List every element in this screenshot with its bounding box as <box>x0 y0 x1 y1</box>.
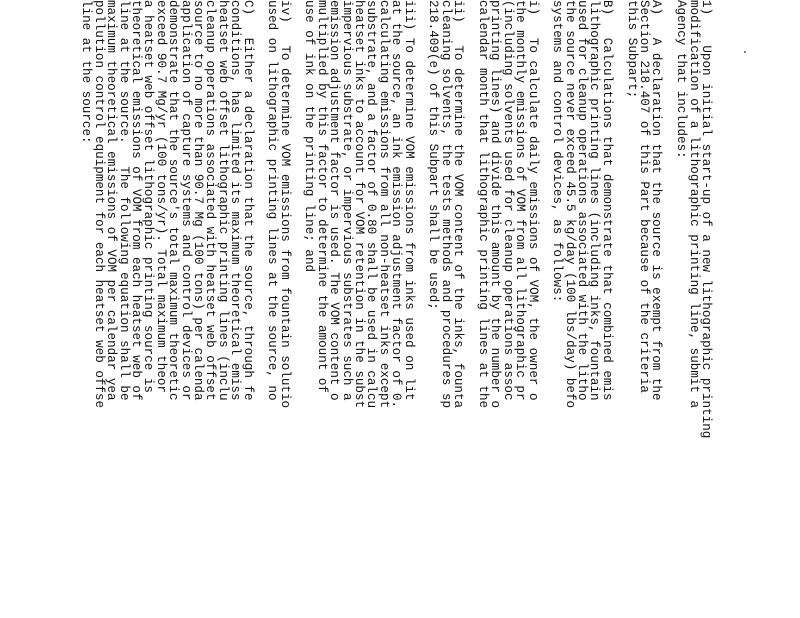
text-line: lithographic printing lines (including inks, fountain <box>587 0 602 401</box>
text-line: modification of a lithographic printing line, submit a <box>686 0 701 409</box>
text-line: use of ink on the printing line; and <box>302 0 317 273</box>
scan-speck <box>744 51 746 53</box>
text-line: Section 218.407 of this Part because of the criteria <box>637 0 652 393</box>
text-line: this Subpart; <box>624 0 639 99</box>
text-line: application of capture systems and control devices or <box>178 0 193 401</box>
text-line: A) A declaration that the source is exempt from the <box>649 0 664 401</box>
text-line: calendar month that lithographic printing lines at the <box>475 0 490 409</box>
text-line: used for cleanup operations associated with the litho <box>575 0 590 401</box>
rotated-text-block <box>68 0 712 618</box>
text-line: the source never exceed 45.5 kg/day (100 lbs/day) befo <box>562 0 577 409</box>
text-line: substrate, and a factor of 0.80 shall be used in calcu <box>364 0 379 409</box>
text-line: maximum theoretical emissions of VOM per calendar yea <box>104 0 119 401</box>
text-line: heatset inks to account for VOM retention in the subst <box>352 0 367 409</box>
text-line: theoretical emissions of VOM from each heatset web of <box>129 0 144 401</box>
text-line: B) Calculations that demonstrate that combined emis <box>599 0 614 401</box>
text-line: pollution control equipment for each heatset web offse <box>91 0 106 409</box>
paragraph-pii <box>427 0 464 618</box>
text-line: i) To calculate daily emissions of VOM, the owner o <box>525 0 540 401</box>
text-line: at the source, an ink emission adjustment factor of 0. <box>389 0 404 409</box>
text-line: line at the source. The following equation shall be <box>116 0 131 401</box>
paragraph-piii <box>303 0 415 618</box>
text-line: emission adjustment factor is used. The VOM content o <box>327 0 342 401</box>
text-line: systems and control devices, as follows: <box>550 0 565 303</box>
paragraph-pi <box>477 0 539 618</box>
paragraph-p1 <box>675 0 712 618</box>
text-line: multiplied by this factor to determine the amount of <box>314 0 329 393</box>
text-line: 1) Upon initial start-up of a new lithographic printing <box>699 0 713 439</box>
text-line: iii) To determine VOM emissions from inks used on lit <box>401 0 416 401</box>
text-line: 218.409(e) of this Subpart shall be used; <box>426 0 441 310</box>
text-line: used on lithographic printing lines at the source, no <box>265 0 280 401</box>
text-line: exceed 90.7 Mg/yr (100 tons/yr). Total maximum theor <box>153 0 168 393</box>
text-line: (including solvents used for cleanup operations assoc <box>500 0 515 401</box>
text-line: source to no more than 90.7 Mg (100 tons) per calenda <box>190 0 205 401</box>
text-line: the monthly emissions of VOM from all lithographic pr <box>513 0 528 401</box>
text-line: demonstrate that the source's total maximum theoretic <box>166 0 181 401</box>
text-line: conditions, has limited its maximum theoretical emiss <box>228 0 243 401</box>
text-line: iv) To determine VOM emissions from fountain solutio <box>277 0 292 409</box>
text-line: ii) To determine the VOM content of the inks, founta <box>451 0 466 409</box>
text-line: line at the source: <box>79 0 94 144</box>
text-line: Agency that includes: <box>674 0 689 159</box>
paragraph-pb <box>551 0 613 618</box>
paragraph-pc <box>80 0 253 618</box>
text-line: a heatset web offset lithographic printing source is <box>141 0 156 393</box>
text-line: calculating emissions from all non-heatset inks except <box>376 0 391 409</box>
text-line: heatset web offset lithographic printing lines (inclu <box>215 0 230 401</box>
paragraph-pa <box>625 0 662 618</box>
paragraph-piv <box>266 0 291 618</box>
text-line: cleanup operations associated with heatset web offset <box>203 0 218 401</box>
text-line: impervious substrate, or impervious substrates such a <box>339 0 354 401</box>
text-line: printing lines) and divide this amount by the number o <box>488 0 503 409</box>
text-line: C) Either a declaration that the source, through fe <box>240 0 255 401</box>
text-line: cleaning solvents, the tests methods and procedures sp <box>438 0 453 409</box>
